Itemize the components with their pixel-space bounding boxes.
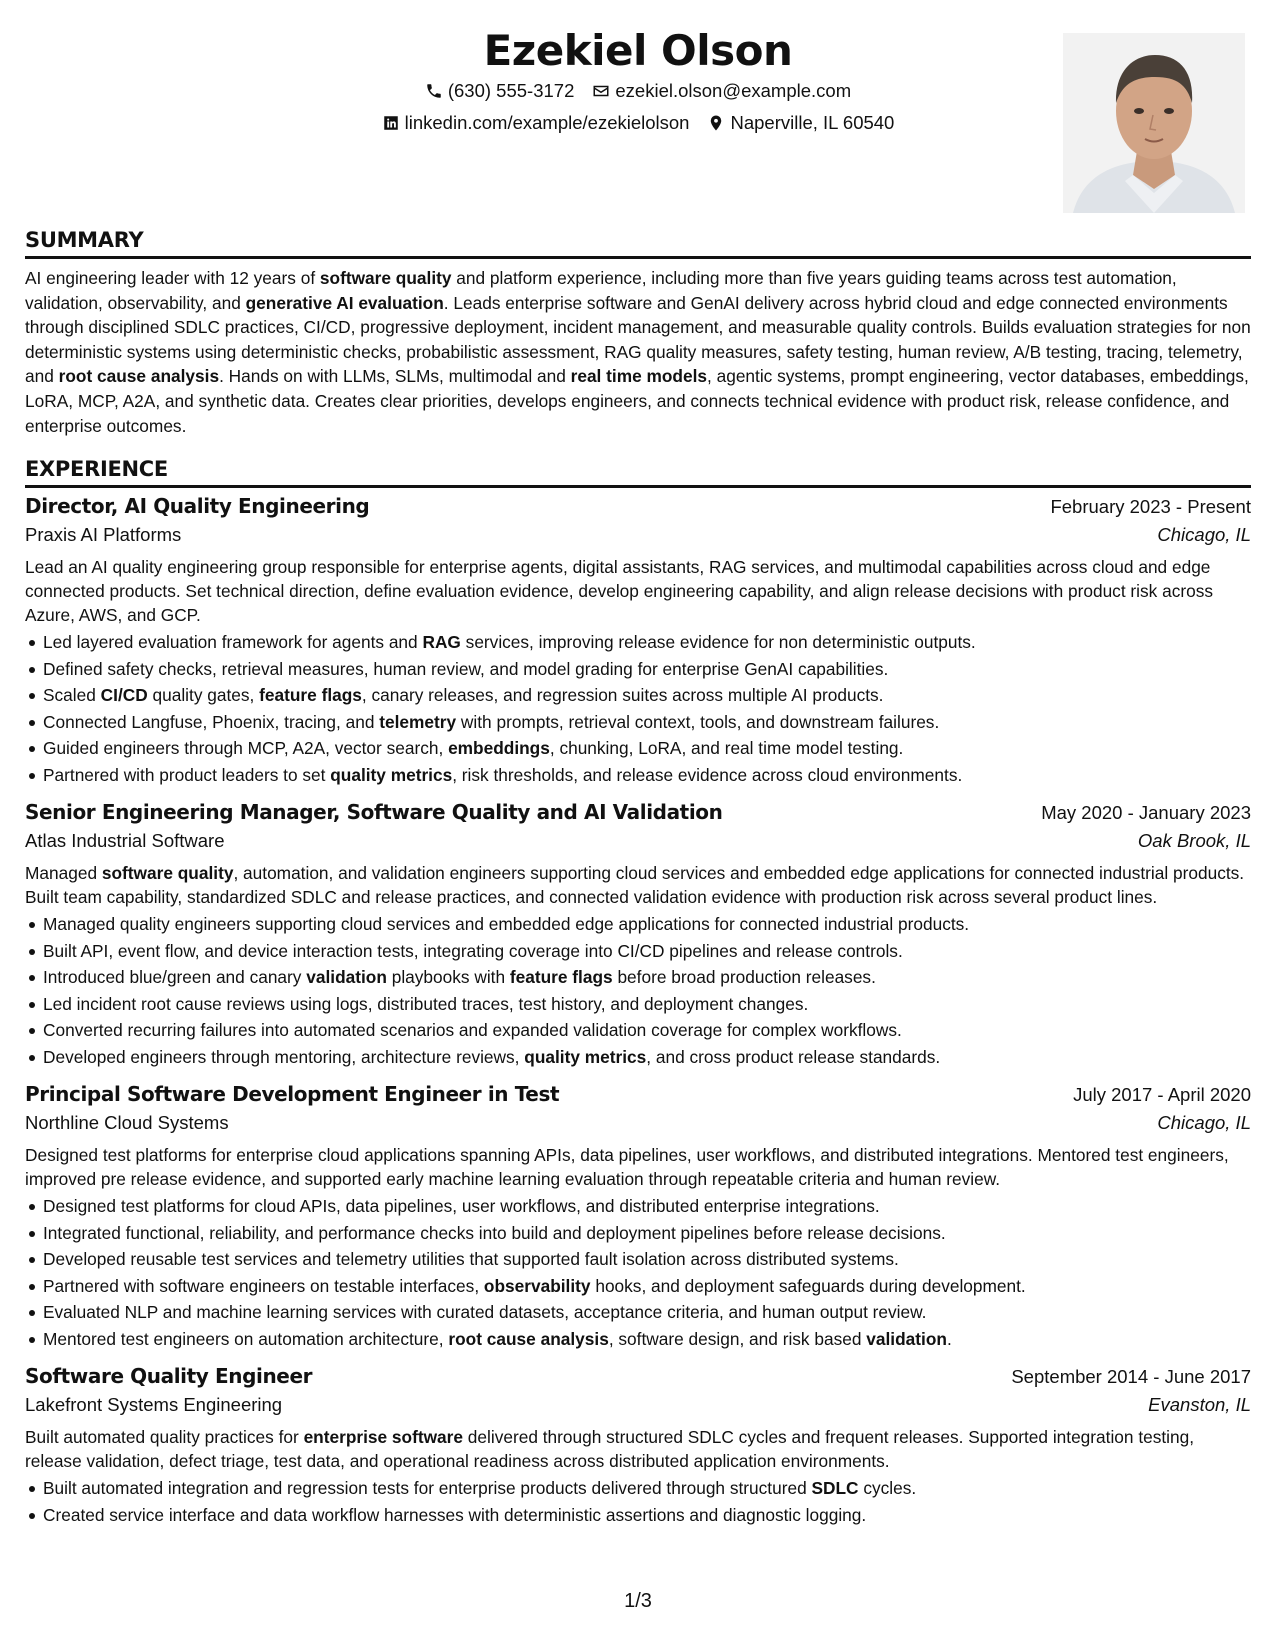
resume-header xyxy=(25,0,1251,220)
bold-keyword: embeddings xyxy=(448,738,550,758)
bold-keyword: validation xyxy=(306,967,387,987)
text-run: Developed reusable test services and telemetry utilities that supported fault isolation across distributed systems. xyxy=(43,1249,899,1269)
job-location: Oak Brook, IL xyxy=(1137,830,1251,851)
page-number: 1/3 xyxy=(624,1590,652,1612)
bullet-item xyxy=(25,1299,1251,1326)
experience-list xyxy=(25,494,1251,1540)
text-run: Evaluated NLP and machine learning services with curated datasets, acceptance criteria, and human output review. xyxy=(43,1302,927,1322)
summary-heading: SUMMARY xyxy=(25,228,1251,259)
text-run: . Leads enterprise software and GenAI delivery across hybrid cloud and edge connected environments through disciplined SDLC practices, CI/CD, progressive deployment, incident management, and measurable quality controls. Builds evaluation strategies for non deterministic systems using deterministic checks, probabilistic assessment, RAG quality measures, safety testing, human review, A/B testing, tracing, telemetry, and xyxy=(25,292,1251,387)
text-run: Developed engineers through mentoring, architecture reviews, xyxy=(43,1046,525,1067)
text-run: Integrated functional, reliability, and performance checks into build and deployment pipelines before release decisions. xyxy=(43,1222,946,1243)
job-entry xyxy=(25,800,1251,1070)
text-run: Introduced blue/green and canary xyxy=(43,967,307,987)
bullet-item xyxy=(25,938,1251,965)
job-dates: February 2023 - Present xyxy=(1050,496,1251,517)
text-run: cycles. xyxy=(858,1478,917,1498)
text-run: AI engineering leader with 12 years of xyxy=(25,268,320,288)
bullet-item xyxy=(25,1246,1251,1273)
text-run: Guided engineers through MCP, A2A, vector search, xyxy=(43,738,449,758)
job-company-row xyxy=(25,1106,1251,1134)
bold-keyword: root cause analysis xyxy=(448,1328,609,1349)
text-run: Managed xyxy=(25,863,102,883)
text-run: delivered through structured SDLC cycles and frequent releases. Supported integration testing, release validation, defect triage, test data, and operational readiness across distributed application environments. xyxy=(25,1427,1195,1471)
job-dates: July 2017 - April 2020 xyxy=(1073,1084,1251,1105)
job-title: Software Quality Engineer xyxy=(25,1364,313,1388)
text-run: quality gates, xyxy=(147,685,260,705)
job-bullets xyxy=(25,1475,1251,1528)
text-run: . xyxy=(946,1328,952,1349)
text-run: Built automated quality practices for xyxy=(25,1427,304,1447)
job-description: Lead an AI quality engineering group responsible for enterprise agents, digital assistants, RAG services, and multimodal capabilities across cloud and edge connected products. Set technical direction, define evaluation evidence, develop engineering capability, and align release decisions with product risk across Azure, AWS, and GCP. xyxy=(25,557,1214,625)
job-bullets xyxy=(25,1193,1251,1352)
bullet-item xyxy=(25,656,1251,683)
bold-keyword: quality metrics xyxy=(330,764,453,785)
job-dates: May 2020 - January 2023 xyxy=(1041,802,1251,823)
job-location: Evanston, IL xyxy=(1148,1394,1251,1415)
job-location: Chicago, IL xyxy=(1157,1112,1251,1133)
text-run: , and cross product release standards. xyxy=(646,1046,941,1067)
phone-text: (630) 555-3172 xyxy=(447,80,575,101)
bold-keyword: validation xyxy=(866,1328,947,1349)
bullet-item xyxy=(25,1475,1251,1502)
linkedin-text: linkedin.com/example/ezekielolson xyxy=(404,112,690,133)
bullet-item xyxy=(25,735,1251,762)
job-company: Praxis AI Platforms xyxy=(25,524,182,545)
bold-keyword: root cause analysis xyxy=(58,366,220,387)
text-run: , risk thresholds, and release evidence across cloud environments. xyxy=(452,764,963,785)
bullet-item xyxy=(25,911,1251,938)
bullet-item xyxy=(25,629,1251,656)
text-run: Partnered with software engineers on testable interfaces, xyxy=(43,1275,484,1296)
text-run: , agentic systems, prompt engineering, vector databases, embeddings, LoRA, MCP, A2A, and synthetic data. Creates clear priorities, develops engineers, and connects technical evidence with product risk, release confidence, and enterprise outcomes. xyxy=(25,366,1249,436)
text-run: Designed test platforms for cloud APIs, data pipelines, user workflows, and distributed enterprise integrations. xyxy=(43,1196,880,1216)
text-run: services, improving release evidence for non deterministic outputs. xyxy=(460,632,976,652)
job-entry xyxy=(25,1364,1251,1528)
text-run: Built automated integration and regression tests for enterprise products delivered through structured xyxy=(43,1478,812,1498)
job-title-row xyxy=(25,1082,1251,1106)
text-run: Led incident root cause reviews using logs, distributed traces, test history, and deployment changes. xyxy=(43,993,809,1014)
bullet-item xyxy=(25,1044,1251,1071)
bold-keyword: CI/CD xyxy=(100,685,148,705)
job-title: Senior Engineering Manager, Software Quality and AI Validation xyxy=(25,800,723,824)
text-run: Mentored test engineers on automation architecture, xyxy=(43,1328,449,1349)
text-run: Created service interface and data workflow harnesses with deterministic assertions and diagnostic logging. xyxy=(43,1504,867,1525)
summary-text xyxy=(25,266,1251,438)
job-description xyxy=(25,861,1251,909)
bullet-item xyxy=(25,964,1251,991)
text-run: , chunking, LoRA, and real time model testing. xyxy=(549,738,904,758)
bold-keyword: telemetry xyxy=(379,711,457,732)
job-title: Director, AI Quality Engineering xyxy=(25,494,370,518)
bullet-item xyxy=(25,1193,1251,1220)
bold-keyword: feature flags xyxy=(259,685,362,705)
job-bullets xyxy=(25,911,1251,1070)
text-run: before broad production releases. xyxy=(612,967,876,987)
bold-keyword: feature flags xyxy=(509,967,613,987)
text-run: , canary releases, and regression suites across multiple AI products. xyxy=(361,685,884,705)
experience-heading: EXPERIENCE xyxy=(25,457,1251,488)
job-company: Lakefront Systems Engineering xyxy=(25,1394,283,1415)
phone-contact xyxy=(425,80,575,102)
location-text: Naperville, IL 60540 xyxy=(730,112,895,133)
resume-page xyxy=(25,0,1251,1650)
bold-keyword: software quality xyxy=(101,863,234,883)
text-run: playbooks with xyxy=(386,967,510,987)
bullet-item xyxy=(25,1326,1251,1353)
map-pin-icon xyxy=(707,114,725,132)
job-dates: September 2014 - June 2017 xyxy=(1011,1366,1251,1387)
text-run: Partnered with product leaders to set xyxy=(43,764,331,785)
bullet-item xyxy=(25,682,1251,709)
bullet-item xyxy=(25,1273,1251,1300)
text-run: , automation, and validation engineers supporting cloud services and embedded edge applications for connected industrial products. Built team capability, standardized SDLC and release practices, and connected validation evidence with production risk across several product lines. xyxy=(25,863,1245,907)
bold-keyword: enterprise software xyxy=(303,1427,463,1447)
email-contact[interactable] xyxy=(592,80,851,102)
email-text: ezekiel.olson@example.com xyxy=(615,80,852,101)
text-run: with prompts, retrieval context, tools, and downstream failures. xyxy=(456,711,940,732)
job-description: Designed test platforms for enterprise cloud applications spanning APIs, data pipelines, user workflows, and distributed integrations. Mentored test engineers, improved pre release evidence, and supported early machine learning evaluation through repeatable criteria and human review. xyxy=(25,1145,1229,1189)
bullet-item xyxy=(25,1017,1251,1044)
job-company-row xyxy=(25,824,1251,852)
phone-icon xyxy=(425,82,443,100)
bold-keyword: SDLC xyxy=(811,1478,859,1498)
text-run: Managed quality engineers supporting cloud services and embedded edge applications for connected industrial products. xyxy=(43,914,970,934)
envelope-icon xyxy=(592,82,610,100)
bullet-item xyxy=(25,762,1251,789)
profile-photo xyxy=(1063,33,1245,213)
text-run: hooks, and deployment safeguards during development. xyxy=(590,1275,1026,1296)
text-run: and platform experience, including more than five years guiding teams across test automation, validation, observability, and xyxy=(25,268,1177,313)
text-run: Built API, event flow, and device interaction tests, integrating coverage into CI/CD pipelines and release controls. xyxy=(43,940,903,961)
bullet-item xyxy=(25,1220,1251,1247)
text-run: , software design, and risk based xyxy=(608,1328,867,1349)
linkedin-contact[interactable] xyxy=(382,112,690,134)
text-run: Scaled xyxy=(43,685,101,705)
job-title-row xyxy=(25,1364,1251,1388)
job-company: Atlas Industrial Software xyxy=(25,830,225,851)
bold-keyword: real time models xyxy=(570,366,707,387)
candidate-name: Ezekiel Olson xyxy=(483,26,793,75)
job-bullets xyxy=(25,629,1251,788)
job-company-row xyxy=(25,518,1251,546)
job-entry xyxy=(25,494,1251,788)
bullet-item xyxy=(25,1502,1251,1529)
job-title-row xyxy=(25,494,1251,518)
location-contact xyxy=(707,112,894,134)
job-entry xyxy=(25,1082,1251,1352)
job-location: Chicago, IL xyxy=(1157,524,1251,545)
text-run: Converted recurring failures into automated scenarios and expanded validation coverage for complex workflows. xyxy=(43,1020,902,1040)
bold-keyword: generative AI evaluation xyxy=(245,292,444,313)
job-description xyxy=(25,1425,1251,1473)
text-run: . Hands on with LLMs, SLMs, multimodal and xyxy=(219,366,571,387)
bold-keyword: observability xyxy=(483,1275,591,1296)
linkedin-icon xyxy=(382,114,400,132)
bullet-item xyxy=(25,991,1251,1018)
job-title-row xyxy=(25,800,1251,824)
text-run: Defined safety checks, retrieval measures, human review, and model grading for enterprise GenAI capabilities. xyxy=(43,658,889,679)
job-company-row xyxy=(25,1388,1251,1416)
job-title: Principal Software Development Engineer in Test xyxy=(25,1082,560,1106)
bold-keyword: quality metrics xyxy=(524,1046,647,1067)
job-company: Northline Cloud Systems xyxy=(25,1112,229,1133)
text-run: Connected Langfuse, Phoenix, tracing, and xyxy=(43,711,380,732)
text-run: Led layered evaluation framework for agents and xyxy=(43,632,423,652)
bold-keyword: RAG xyxy=(422,632,461,652)
bold-keyword: software quality xyxy=(319,268,452,288)
bullet-item xyxy=(25,709,1251,736)
